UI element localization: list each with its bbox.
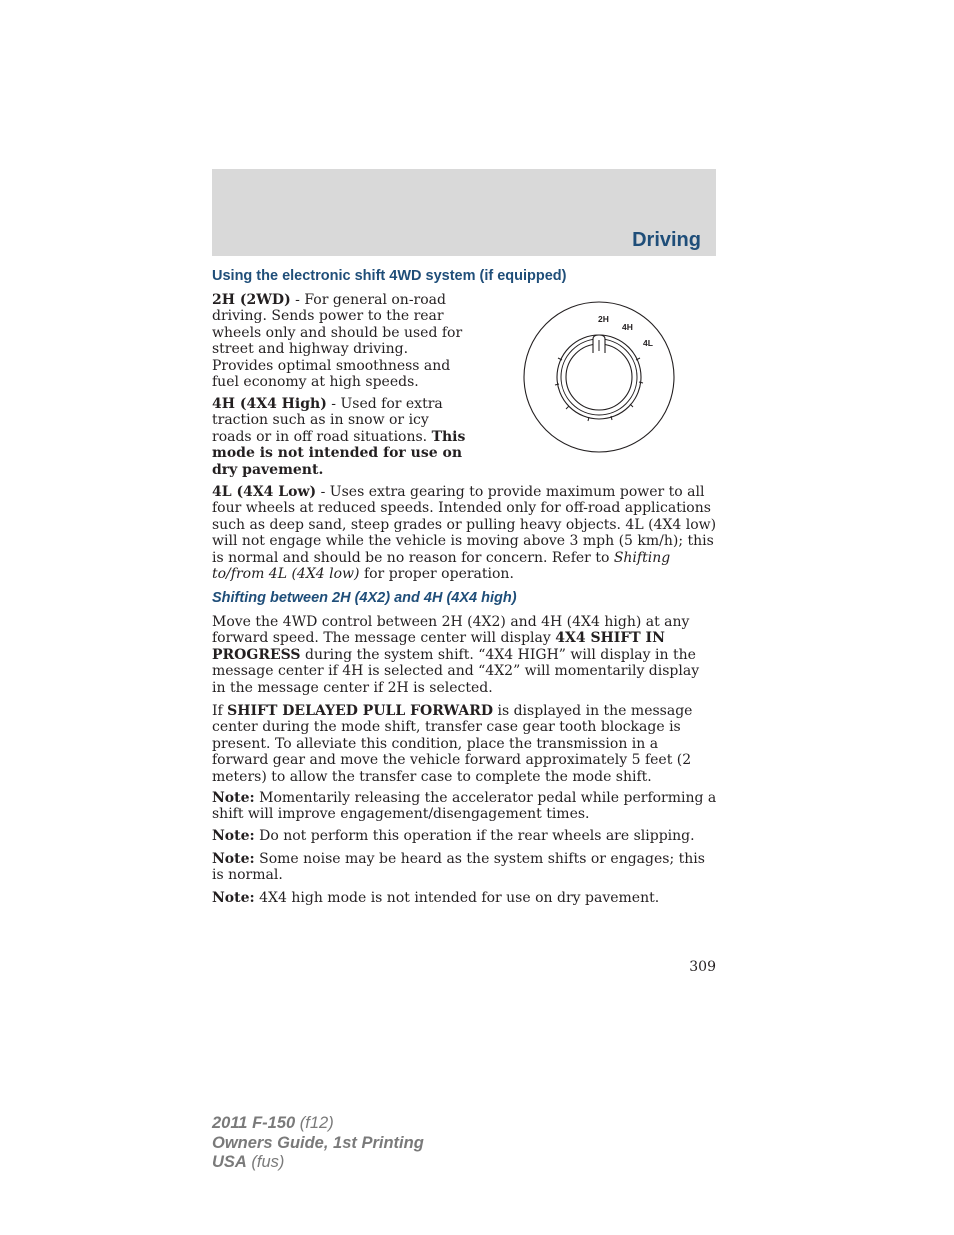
note-1 bbox=[212, 790, 717, 823]
footer-line-2: Owners Guide, 1st Printing bbox=[212, 1133, 424, 1152]
shifting-p1-message: 4X4 SHIFT IN PROGRESS bbox=[212, 630, 665, 663]
shifting-p2-text: If bbox=[212, 703, 228, 719]
mode-2h-term: 2H (2WD) bbox=[212, 292, 291, 308]
mode-2h-paragraph bbox=[212, 292, 470, 390]
shifting-paragraph-1 bbox=[212, 614, 717, 696]
mode-4l-text: - Uses extra gearing to provide maximum power to all four wheels at reduced speeds. Intended only for off-road applications such as deep sand, steep grades or pulling heavy objects. 4L (4X4 low) will not engage while the vehicle is moving above 3 mph (5 km/h); this is normal and should be no reason for concern. Refer to bbox=[212, 484, 717, 566]
mode-4l-reference: Shifting to/from 4L (4X4 low) bbox=[212, 549, 671, 583]
shifting-paragraph-2 bbox=[212, 703, 717, 785]
section-heading: Using the electronic shift 4WD system (if equipped) bbox=[212, 268, 567, 284]
footer bbox=[212, 1114, 424, 1173]
note-2-text: Do not perform this operation if the rear wheels are slipping. bbox=[254, 828, 695, 844]
shifting-p1-text: Move the 4WD control between 2H (4X2) and 4H (4X4 high) at any forward speed. The message center will display bbox=[212, 614, 690, 647]
note-3 bbox=[212, 851, 717, 884]
mode-4h-warning: This mode is not intended for use on dry pavement. bbox=[212, 428, 466, 478]
shifting-p2-text-2: is displayed in the message center during the mode shift, transfer case gear tooth blockage is present. To alleviate this condition, place the transmission in a forward gear and move the vehicle forward approximately 5 feet (2 meters) to allow the transfer case to complete the mode shift. bbox=[212, 703, 693, 785]
4wd-selector-dial-icon bbox=[519, 300, 679, 460]
note-label: Note: bbox=[212, 890, 255, 906]
footer-market: USA bbox=[212, 1153, 247, 1171]
footer-market-code: (fus) bbox=[246, 1153, 285, 1171]
note-2 bbox=[212, 828, 717, 844]
shifting-p2-message: SHIFT DELAYED PULL FORWARD bbox=[227, 703, 494, 719]
dial-label-2h: 2H bbox=[598, 314, 609, 324]
note-1-text: Momentarily releasing the accelerator pedal while performing a shift will improve engagement/disengagement times. bbox=[212, 790, 717, 823]
note-3-text: Some noise may be heard as the system shifts or engages; this is normal. bbox=[212, 851, 705, 884]
shifting-heading: Shifting between 2H (4X2) and 4H (4X4 high) bbox=[212, 590, 517, 606]
mode-4l-paragraph bbox=[212, 484, 717, 582]
footer-model: 2011 F-150 bbox=[212, 1114, 296, 1132]
shifting-p1-text-2: during the system shift. “4X4 HIGH” will display in the message center if 4H is selected and “4X2” will momentarily display in the message center if 2H is selected. bbox=[212, 646, 700, 696]
footer-line-3 bbox=[212, 1153, 424, 1173]
note-label: Note: bbox=[212, 790, 255, 806]
mode-2h-text: - For general on-road driving. Sends power to the rear wheels only and should be used for street and highway driving. Provides optimal smoothness and fuel economy at high speeds. bbox=[212, 292, 463, 391]
dial-label-4h: 4H bbox=[622, 322, 633, 332]
dial-label-4l: 4L bbox=[643, 338, 653, 348]
mode-4h-text: - Used for extra traction such as in snow or icy roads or in off road situations. bbox=[212, 396, 443, 445]
page-title: Driving bbox=[632, 229, 701, 251]
mode-4l-tail: for proper operation. bbox=[359, 566, 514, 583]
mode-4l-term: 4L (4X4 Low) bbox=[212, 484, 317, 500]
page-number: 309 bbox=[689, 959, 716, 975]
footer-line-1 bbox=[212, 1114, 424, 1134]
note-4-text: 4X4 high mode is not intended for use on dry pavement. bbox=[254, 890, 660, 906]
note-4 bbox=[212, 890, 717, 906]
mode-4h-term: 4H (4X4 High) bbox=[212, 396, 327, 412]
header-band bbox=[212, 169, 716, 256]
mode-4h-paragraph bbox=[212, 396, 470, 478]
note-label: Note: bbox=[212, 828, 255, 844]
footer-code: (f12) bbox=[295, 1114, 334, 1132]
note-label: Note: bbox=[212, 851, 255, 867]
